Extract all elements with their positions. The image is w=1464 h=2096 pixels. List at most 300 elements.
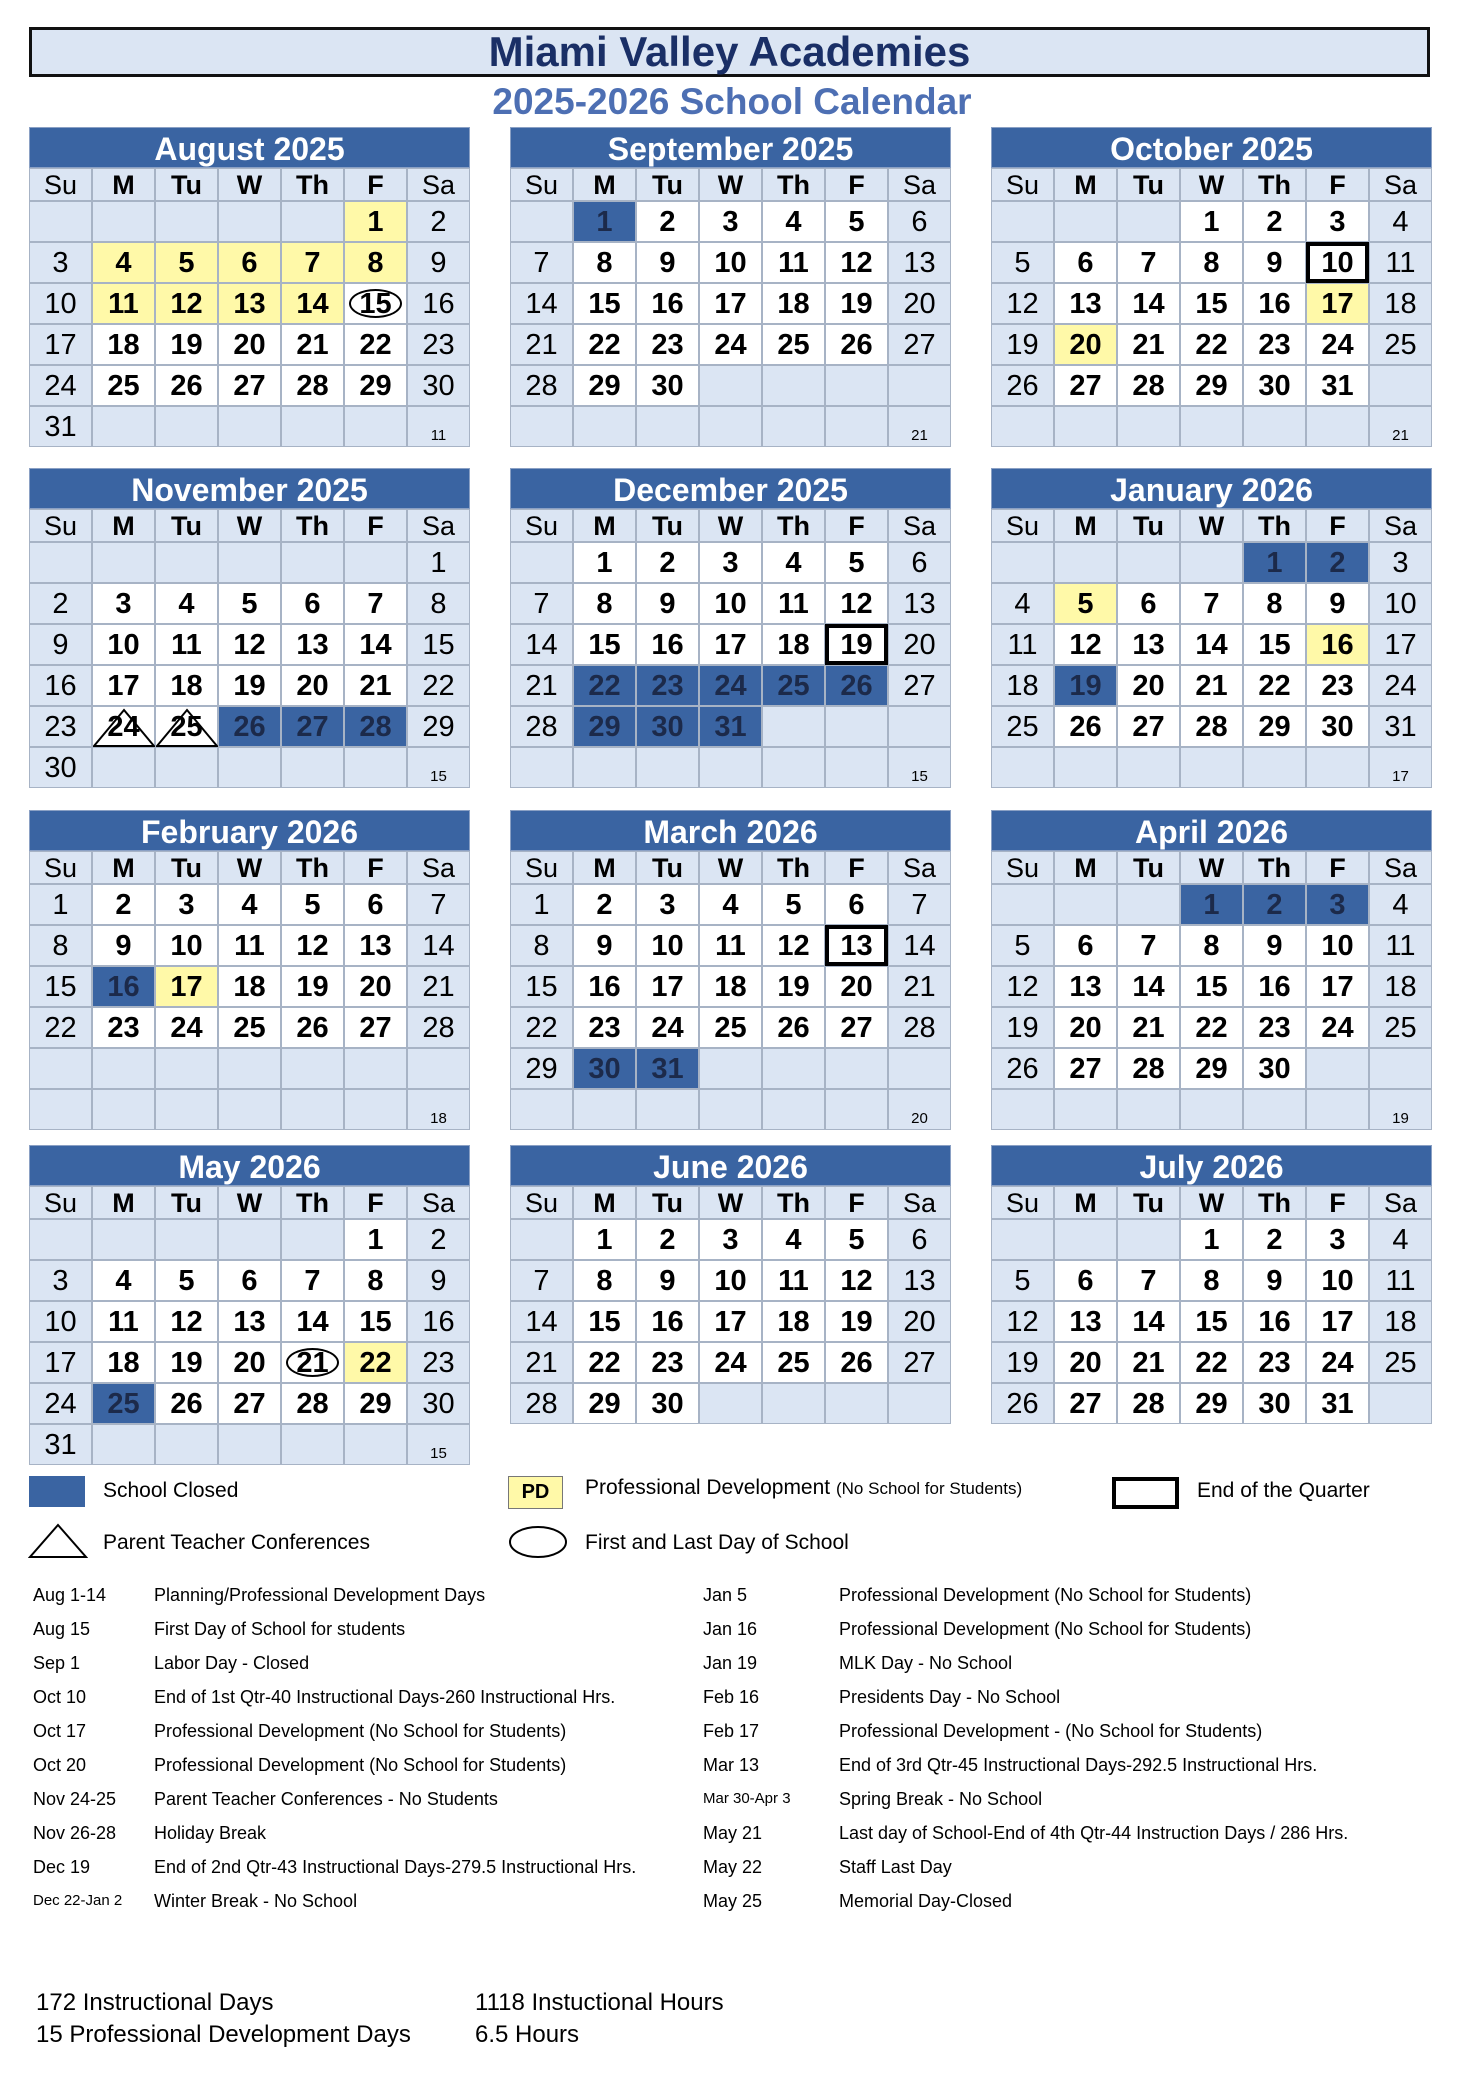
day-cell bbox=[762, 1260, 825, 1301]
day-cell bbox=[1369, 283, 1432, 324]
day-number: 23 bbox=[1258, 1347, 1291, 1379]
day-cell bbox=[1054, 324, 1117, 365]
weekday-header: F bbox=[344, 851, 407, 884]
triangle-icon bbox=[28, 1523, 88, 1559]
day-number: 4 bbox=[785, 547, 802, 579]
empty-cell bbox=[1243, 1089, 1306, 1130]
day-cell bbox=[1117, 1342, 1180, 1383]
empty-cell bbox=[1054, 1219, 1117, 1260]
day-number: 21 bbox=[359, 670, 392, 702]
note-row bbox=[33, 1884, 636, 1918]
day-cell bbox=[1369, 201, 1432, 242]
empty-cell bbox=[636, 1089, 699, 1130]
day-number: 22 bbox=[525, 1012, 558, 1044]
month-grid bbox=[991, 851, 1432, 1130]
day-cell bbox=[1117, 925, 1180, 966]
day-number: 15 bbox=[359, 288, 392, 320]
day-number: 23 bbox=[44, 711, 77, 743]
weekday-header: F bbox=[1306, 509, 1369, 542]
instructional-day-count: 15 bbox=[407, 747, 470, 788]
day-number: 8 bbox=[1203, 930, 1220, 962]
note-row bbox=[703, 1646, 1348, 1680]
day-number: 31 bbox=[1321, 1388, 1354, 1420]
day-cell bbox=[1306, 1219, 1369, 1260]
empty-cell bbox=[825, 747, 888, 788]
day-number: 13 bbox=[296, 629, 329, 661]
month-grid bbox=[29, 509, 470, 788]
weekday-header: Tu bbox=[155, 509, 218, 542]
day-number: 1 bbox=[533, 889, 550, 921]
empty-cell bbox=[762, 365, 825, 406]
day-number: 2 bbox=[1266, 206, 1283, 238]
day-cell bbox=[699, 542, 762, 583]
note-row bbox=[703, 1884, 1348, 1918]
day-cell bbox=[92, 966, 155, 1007]
day-number: 21 bbox=[422, 971, 455, 1003]
day-cell bbox=[573, 1342, 636, 1383]
day-cell bbox=[762, 324, 825, 365]
day-cell bbox=[573, 542, 636, 583]
day-number: 12 bbox=[1006, 288, 1039, 320]
empty-cell bbox=[636, 406, 699, 447]
day-cell bbox=[888, 1342, 951, 1383]
month-calendar bbox=[991, 1145, 1432, 1424]
day-cell bbox=[1117, 624, 1180, 665]
day-cell bbox=[888, 1260, 951, 1301]
day-cell bbox=[1180, 365, 1243, 406]
day-cell bbox=[1243, 925, 1306, 966]
day-number: 28 bbox=[525, 1388, 558, 1420]
empty-cell bbox=[29, 201, 92, 242]
weekday-header: Su bbox=[510, 851, 573, 884]
day-number: 17 bbox=[107, 670, 140, 702]
day-number: 24 bbox=[1321, 1012, 1354, 1044]
note-date: May 25 bbox=[703, 1891, 763, 1911]
day-number: 28 bbox=[359, 711, 392, 743]
empty-cell bbox=[1369, 1048, 1432, 1089]
day-number: 14 bbox=[422, 930, 455, 962]
empty-cell bbox=[991, 201, 1054, 242]
day-number: 14 bbox=[525, 1306, 558, 1338]
day-number: 21 bbox=[1195, 670, 1228, 702]
day-cell bbox=[1369, 1301, 1432, 1342]
weekday-header: Sa bbox=[888, 168, 951, 201]
day-cell bbox=[1369, 1219, 1432, 1260]
weekday-header: M bbox=[1054, 851, 1117, 884]
day-cell bbox=[155, 884, 218, 925]
note-text: Labor Day - Closed bbox=[154, 1653, 310, 1673]
day-number: 24 bbox=[714, 329, 747, 361]
empty-cell bbox=[92, 1048, 155, 1089]
day-cell bbox=[1117, 1383, 1180, 1424]
day-cell bbox=[573, 1301, 636, 1342]
day-number: 21 bbox=[1132, 1012, 1165, 1044]
day-cell bbox=[281, 1301, 344, 1342]
day-number: 19 bbox=[296, 971, 329, 1003]
day-cell bbox=[636, 1007, 699, 1048]
day-number: 10 bbox=[714, 247, 747, 279]
day-cell bbox=[1054, 966, 1117, 1007]
day-number: 17 bbox=[44, 329, 77, 361]
day-number: 6 bbox=[848, 889, 865, 921]
day-number: 23 bbox=[422, 1347, 455, 1379]
instructional-day-count: 15 bbox=[888, 747, 951, 788]
day-cell bbox=[636, 624, 699, 665]
empty-cell bbox=[1117, 542, 1180, 583]
day-cell bbox=[407, 324, 470, 365]
weekday-header: Sa bbox=[888, 851, 951, 884]
day-number: 12 bbox=[170, 288, 203, 320]
day-cell bbox=[344, 1260, 407, 1301]
day-number: 29 bbox=[525, 1053, 558, 1085]
day-number: 25 bbox=[233, 1012, 266, 1044]
month-grid bbox=[510, 1186, 951, 1424]
day-number: 22 bbox=[588, 1347, 621, 1379]
day-cell bbox=[510, 624, 573, 665]
day-cell bbox=[1306, 1342, 1369, 1383]
day-number: 5 bbox=[178, 1265, 195, 1297]
empty-cell bbox=[991, 406, 1054, 447]
day-cell bbox=[825, 1301, 888, 1342]
note-text: Spring Break - No School bbox=[839, 1789, 1043, 1809]
day-cell bbox=[407, 966, 470, 1007]
day-number: 2 bbox=[52, 588, 69, 620]
empty-cell bbox=[155, 542, 218, 583]
weekday-header: W bbox=[218, 509, 281, 542]
weekday-header: Tu bbox=[1117, 509, 1180, 542]
day-number: 26 bbox=[296, 1012, 329, 1044]
note-text: Parent Teacher Conferences - No Students bbox=[154, 1789, 498, 1809]
day-cell bbox=[92, 1383, 155, 1424]
empty-cell bbox=[344, 406, 407, 447]
day-number: 13 bbox=[903, 247, 936, 279]
day-number: 19 bbox=[170, 1347, 203, 1379]
day-cell bbox=[1369, 966, 1432, 1007]
day-number: 17 bbox=[1321, 288, 1354, 320]
note-text: Winter Break - No School bbox=[154, 1891, 358, 1911]
day-number: 17 bbox=[1321, 1306, 1354, 1338]
note-date: Feb 16 bbox=[703, 1687, 760, 1707]
pd-badge-text: PD bbox=[521, 1481, 550, 1503]
day-number: 3 bbox=[178, 889, 195, 921]
day-cell bbox=[1306, 884, 1369, 925]
weekday-header: Tu bbox=[1117, 851, 1180, 884]
empty-cell bbox=[1243, 747, 1306, 788]
day-cell bbox=[344, 1007, 407, 1048]
day-cell bbox=[29, 884, 92, 925]
day-number: 10 bbox=[651, 930, 684, 962]
day-cell bbox=[155, 283, 218, 324]
day-cell bbox=[762, 242, 825, 283]
day-cell bbox=[281, 1383, 344, 1424]
weekday-header: Su bbox=[29, 1186, 92, 1219]
weekday-header: Su bbox=[991, 851, 1054, 884]
day-cell bbox=[407, 201, 470, 242]
day-cell bbox=[888, 1301, 951, 1342]
day-number: 22 bbox=[1195, 1347, 1228, 1379]
day-cell bbox=[92, 624, 155, 665]
empty-cell bbox=[510, 406, 573, 447]
day-number: 8 bbox=[430, 588, 447, 620]
day-cell bbox=[699, 925, 762, 966]
day-number: 4 bbox=[722, 889, 739, 921]
instructional-day-count: 17 bbox=[1369, 747, 1432, 788]
empty-cell bbox=[155, 747, 218, 788]
day-cell bbox=[762, 283, 825, 324]
day-number: 3 bbox=[1329, 889, 1346, 921]
weekday-header: Su bbox=[29, 851, 92, 884]
day-number: 21 bbox=[903, 971, 936, 1003]
day-cell bbox=[92, 583, 155, 624]
day-cell bbox=[281, 925, 344, 966]
day-cell bbox=[1306, 624, 1369, 665]
day-number: 9 bbox=[659, 247, 676, 279]
day-cell bbox=[888, 966, 951, 1007]
month-title: September 2025 bbox=[510, 127, 951, 168]
day-number: 16 bbox=[1258, 971, 1291, 1003]
day-number: 8 bbox=[1203, 247, 1220, 279]
day-cell bbox=[636, 283, 699, 324]
day-cell bbox=[407, 624, 470, 665]
day-cell bbox=[762, 1342, 825, 1383]
note-row bbox=[703, 1578, 1348, 1612]
day-number: 11 bbox=[778, 247, 809, 279]
empty-cell bbox=[218, 1048, 281, 1089]
day-cell bbox=[573, 1260, 636, 1301]
day-number: 6 bbox=[1077, 930, 1094, 962]
note-text: Professional Development (No School for Students) bbox=[154, 1755, 567, 1775]
day-cell bbox=[1306, 665, 1369, 706]
day-cell bbox=[218, 583, 281, 624]
day-number: 23 bbox=[1321, 670, 1354, 702]
note-text: Presidents Day - No School bbox=[839, 1687, 1061, 1707]
day-cell bbox=[1243, 583, 1306, 624]
weekday-header: Sa bbox=[407, 509, 470, 542]
day-cell bbox=[1117, 1048, 1180, 1089]
day-cell bbox=[699, 201, 762, 242]
empty-cell bbox=[1117, 201, 1180, 242]
day-number: 31 bbox=[44, 411, 77, 443]
day-cell bbox=[155, 665, 218, 706]
empty-cell bbox=[1117, 747, 1180, 788]
day-number: 12 bbox=[170, 1306, 203, 1338]
day-number: 27 bbox=[1132, 711, 1165, 743]
day-number: 23 bbox=[651, 670, 684, 702]
month-title: February 2026 bbox=[29, 810, 470, 851]
day-number: 12 bbox=[233, 629, 266, 661]
day-cell bbox=[155, 1007, 218, 1048]
day-number: 6 bbox=[304, 588, 321, 620]
empty-cell bbox=[92, 542, 155, 583]
empty-cell bbox=[281, 747, 344, 788]
day-cell bbox=[825, 201, 888, 242]
day-cell bbox=[1117, 1301, 1180, 1342]
day-number: 29 bbox=[1195, 370, 1228, 402]
day-number: 7 bbox=[430, 889, 447, 921]
day-cell bbox=[825, 283, 888, 324]
day-number: 22 bbox=[588, 670, 621, 702]
day-cell bbox=[1369, 925, 1432, 966]
note-date: Jan 19 bbox=[703, 1653, 758, 1673]
weekday-header: Tu bbox=[636, 851, 699, 884]
day-number: 4 bbox=[1392, 889, 1409, 921]
day-cell bbox=[218, 1260, 281, 1301]
day-cell bbox=[1306, 242, 1369, 283]
month-title: January 2026 bbox=[991, 468, 1432, 509]
day-number: 8 bbox=[1203, 1265, 1220, 1297]
day-number: 28 bbox=[296, 370, 329, 402]
day-cell bbox=[281, 583, 344, 624]
day-number: 26 bbox=[170, 1388, 203, 1420]
day-number: 4 bbox=[1392, 1224, 1409, 1256]
day-number: 6 bbox=[911, 1224, 928, 1256]
day-number: 8 bbox=[367, 247, 384, 279]
day-number: 5 bbox=[1014, 930, 1031, 962]
day-cell bbox=[29, 1301, 92, 1342]
note-row bbox=[33, 1748, 636, 1782]
note-text: Last day of School-End of 4th Qtr-44 Instruction Days / 286 Hrs. bbox=[839, 1823, 1349, 1843]
day-number: 5 bbox=[785, 889, 802, 921]
note-date: Oct 10 bbox=[33, 1687, 87, 1707]
empty-cell bbox=[1054, 542, 1117, 583]
instructional-day-count: 15 bbox=[407, 1424, 470, 1465]
weekday-header: Su bbox=[510, 168, 573, 201]
weekday-header: Th bbox=[281, 168, 344, 201]
day-number: 20 bbox=[1069, 1347, 1102, 1379]
day-number: 10 bbox=[714, 1265, 747, 1297]
weekday-header: F bbox=[825, 168, 888, 201]
day-cell bbox=[991, 925, 1054, 966]
empty-cell bbox=[991, 747, 1054, 788]
weekday-header: F bbox=[825, 851, 888, 884]
day-cell bbox=[155, 324, 218, 365]
empty-cell bbox=[29, 1089, 92, 1130]
day-cell bbox=[407, 542, 470, 583]
day-cell bbox=[1243, 1383, 1306, 1424]
day-number: 25 bbox=[170, 711, 203, 743]
day-number: 5 bbox=[304, 889, 321, 921]
day-cell bbox=[218, 1007, 281, 1048]
empty-cell bbox=[92, 1089, 155, 1130]
month-title: June 2026 bbox=[510, 1145, 951, 1186]
day-number: 12 bbox=[777, 930, 810, 962]
day-number: 8 bbox=[52, 930, 69, 962]
note-text: End of 3rd Qtr-45 Instructional Days-292.5 Instructional Hrs. bbox=[839, 1755, 1318, 1775]
day-cell bbox=[1243, 1342, 1306, 1383]
day-number: 7 bbox=[911, 889, 928, 921]
empty-cell bbox=[344, 542, 407, 583]
day-cell bbox=[1180, 1219, 1243, 1260]
legend-first-last-label: First and Last Day of School bbox=[585, 1531, 849, 1554]
instructional-day-count: 19 bbox=[1369, 1089, 1432, 1130]
day-cell bbox=[1369, 1342, 1432, 1383]
day-number: 22 bbox=[44, 1012, 77, 1044]
day-number: 11 bbox=[108, 288, 139, 320]
day-number: 15 bbox=[525, 971, 558, 1003]
day-number: 10 bbox=[1384, 588, 1417, 620]
day-cell bbox=[1180, 966, 1243, 1007]
day-number: 3 bbox=[52, 247, 69, 279]
weekday-header: Th bbox=[762, 168, 825, 201]
day-cell bbox=[1117, 324, 1180, 365]
day-cell bbox=[1117, 365, 1180, 406]
empty-cell bbox=[155, 201, 218, 242]
legend-eoq-label: End of the Quarter bbox=[1197, 1479, 1370, 1502]
day-number: 25 bbox=[1384, 1347, 1417, 1379]
day-number: 19 bbox=[170, 329, 203, 361]
day-number: 17 bbox=[1384, 629, 1417, 661]
day-cell bbox=[1054, 624, 1117, 665]
legend-ptc-label: Parent Teacher Conferences bbox=[103, 1531, 370, 1554]
day-number: 28 bbox=[1195, 711, 1228, 743]
weekday-header: Su bbox=[29, 509, 92, 542]
day-cell bbox=[1369, 583, 1432, 624]
day-cell bbox=[1243, 283, 1306, 324]
day-number: 26 bbox=[1069, 711, 1102, 743]
day-cell bbox=[510, 665, 573, 706]
weekday-header: F bbox=[1306, 1186, 1369, 1219]
day-cell bbox=[991, 624, 1054, 665]
day-number: 20 bbox=[233, 1347, 266, 1379]
day-cell bbox=[636, 542, 699, 583]
day-cell bbox=[92, 1260, 155, 1301]
month-calendar bbox=[510, 1145, 951, 1424]
day-cell bbox=[407, 884, 470, 925]
day-number: 7 bbox=[367, 588, 384, 620]
day-number: 29 bbox=[1195, 1053, 1228, 1085]
day-cell bbox=[218, 925, 281, 966]
day-number: 27 bbox=[1069, 1053, 1102, 1085]
day-number: 18 bbox=[233, 971, 266, 1003]
day-number: 9 bbox=[430, 1265, 447, 1297]
day-cell bbox=[636, 1301, 699, 1342]
note-row bbox=[703, 1680, 1348, 1714]
day-cell bbox=[573, 1219, 636, 1260]
day-cell bbox=[888, 1219, 951, 1260]
empty-cell bbox=[510, 1089, 573, 1130]
month-grid bbox=[29, 851, 470, 1130]
empty-cell bbox=[92, 1219, 155, 1260]
day-number: 15 bbox=[588, 1306, 621, 1338]
day-cell bbox=[510, 242, 573, 283]
day-cell bbox=[1180, 242, 1243, 283]
day-number: 19 bbox=[840, 629, 873, 661]
note-date: Nov 24-25 bbox=[33, 1789, 117, 1809]
month-calendar bbox=[29, 127, 470, 447]
day-cell bbox=[991, 665, 1054, 706]
weekday-header: Th bbox=[762, 851, 825, 884]
day-cell bbox=[29, 706, 92, 747]
note-row bbox=[33, 1646, 636, 1680]
weekday-header: W bbox=[1180, 851, 1243, 884]
day-cell bbox=[281, 966, 344, 1007]
day-cell bbox=[344, 966, 407, 1007]
day-cell bbox=[29, 665, 92, 706]
day-number: 1 bbox=[1266, 547, 1283, 579]
weekday-header: F bbox=[1306, 168, 1369, 201]
month-grid bbox=[510, 509, 951, 788]
day-cell bbox=[510, 884, 573, 925]
day-number: 22 bbox=[359, 1347, 392, 1379]
day-cell bbox=[344, 242, 407, 283]
day-number: 17 bbox=[714, 629, 747, 661]
day-number: 26 bbox=[233, 711, 266, 743]
day-number: 15 bbox=[422, 629, 455, 661]
day-cell bbox=[407, 665, 470, 706]
empty-cell bbox=[825, 365, 888, 406]
empty-cell bbox=[407, 1048, 470, 1089]
weekday-header: M bbox=[573, 509, 636, 542]
